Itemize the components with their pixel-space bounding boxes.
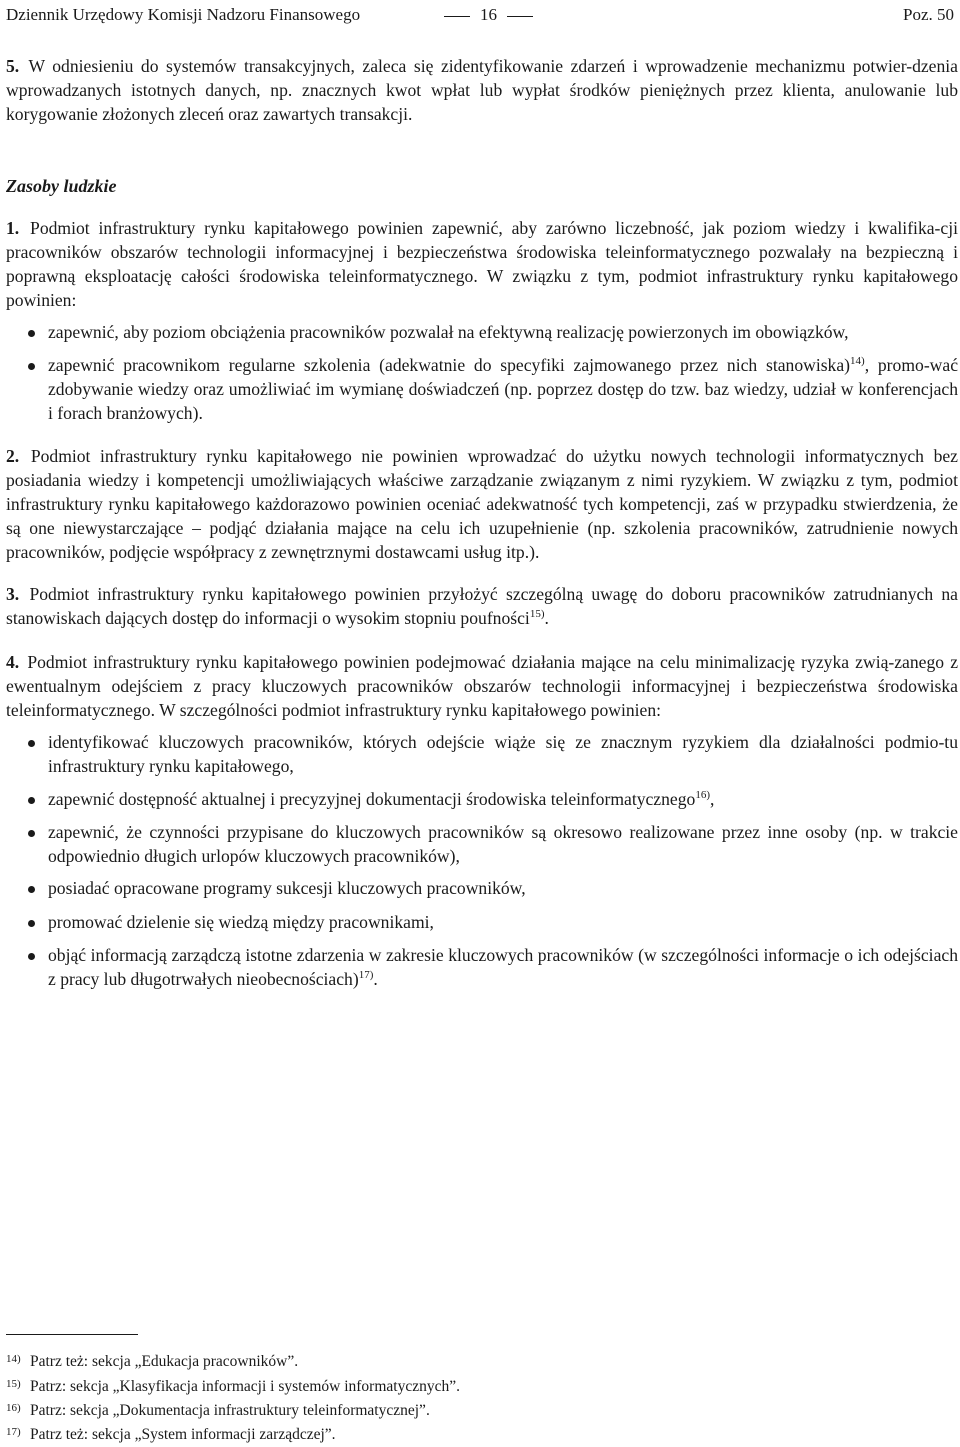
paragraph-item-1 (6, 216, 958, 312)
paragraph-item-3 (6, 582, 958, 630)
bullet-icon (28, 953, 35, 960)
punctuation: . (544, 608, 549, 628)
position-number: Poz. 50 (903, 5, 954, 24)
list-item (48, 320, 958, 344)
list-item (48, 943, 958, 991)
item-number: 2. (6, 446, 20, 466)
footnote-text: Patrz też: sekcja „Edukacja pracowników”. (30, 1353, 299, 1370)
footnote-text: Patrz: sekcja „Klasyfikacja informacji i systemów informatycznych”. (30, 1378, 460, 1395)
item-number: 4. (6, 652, 20, 672)
footnote-mark: 17) (6, 1426, 21, 1438)
list-item-text: zapewnić, że czynności przypisane do kluczowych pracowników są okresowo realizowane przez inne osoby (np. w trakcie odpowiednio długich urlopów kluczowych pracowników), (48, 822, 958, 866)
footnote-divider (6, 1334, 138, 1335)
footnote (6, 1425, 336, 1445)
section-heading: Zasoby ludzkie (6, 176, 117, 196)
bullet-icon (28, 797, 35, 804)
footnote-text: Patrz też: sekcja „System informacji zarządczej”. (30, 1426, 336, 1443)
dash-left (444, 16, 470, 17)
bullet-icon (28, 363, 35, 370)
footnote-mark: 16) (6, 1402, 21, 1414)
footnote-mark: 14) (6, 1353, 21, 1365)
dash-right (507, 16, 533, 17)
footnote (6, 1377, 460, 1397)
page-number-wrap (434, 4, 543, 26)
list-item-text: zapewnić dostępność aktualnej i precyzyjnej dokumentacji środowiska teleinformatycznego (48, 789, 696, 809)
list-item (48, 876, 958, 900)
list-item-text: zapewnić, aby poziom obciążenia pracowników pozwalał na efektywną realizację powierzonych im obowiązków, (48, 322, 849, 342)
list-item-text: promować dzielenie się wiedzą między pracownikami, (48, 912, 434, 932)
list-item-text: posiadać opracowane programy sukcesji kluczowych pracowników, (48, 878, 526, 898)
list-item (48, 730, 958, 778)
bullet-icon (28, 886, 35, 893)
list-item (48, 820, 958, 868)
paragraph-text: Podmiot infrastruktury rynku kapitałowego nie powinien wprowadzać do użytku nowych technologii informatycznych bez posiadania wiedzy i kompetencji umożliwiających właściwe zarządzanie związanym z nimi ryzykiem. W związku z tym, podmiot infrastruktury rynku kapitałowego każdorazowo powinien oceniać adekwatność tych kompetencji, zaś w przypadku stwierdzenia, że są one niewystarczające – podjąć działania mające na celu ich uzupełnienie (np. szkolenia pracowników, zatrudnienie nowych pracowników, podjęcie współpracy z zewnętrznymi dostawcami usług itp.). (6, 446, 958, 562)
list-item-text: identyfikować kluczowych pracowników, których odejście wiąże się ze znacznym ryzykiem dla działalności podmio-tu infrastruktury rynku kapitałowego, (48, 732, 958, 776)
bullet-icon (28, 740, 35, 747)
bullet-icon (28, 830, 35, 837)
bullet-icon (28, 920, 35, 927)
paragraph-text: Podmiot infrastruktury rynku kapitałowego powinien przyłożyć szczególną uwagę do doboru pracowników zatrudnianych na stanowiskach dających dostęp do informacji o wysokim stopniu poufności (6, 584, 958, 628)
page-header (0, 4, 960, 26)
footnote-ref[interactable]: 15) (529, 608, 545, 621)
paragraph-text: Podmiot infrastruktury rynku kapitałowego powinien podejmować działania mające na celu minimalizację ryzyka zwią-zanego z ewentualnym odejściem z pracy kluczowych pracowników obszarów technologii informacyjnej i bezpieczeństwa środowiska teleinformatycznego. W szczególności podmiot infrastruktury rynku kapitałowego powinien: (6, 652, 959, 720)
footnote-ref[interactable]: 16) (695, 789, 710, 802)
footnote-mark: 15) (6, 1378, 21, 1390)
item-number: 1. (6, 218, 20, 238)
footnote-ref[interactable]: 14) (850, 355, 865, 368)
footnote (6, 1352, 298, 1372)
list-item-text-cont: , promo-wać zdobywanie wiedzy oraz umożliwiać im wymianę doświadczeń (np. poprzez dostęp do tzw. baz wiedzy, udział w konferencjach i forach branżowych). (48, 355, 959, 423)
paragraph-item-2 (6, 444, 958, 564)
item-number: 3. (6, 584, 20, 604)
bullet-icon (28, 330, 35, 337)
item-number: 5. (6, 56, 20, 76)
footnote (6, 1401, 430, 1421)
list-item-text: zapewnić pracownikom regularne szkolenia (adekwatnie do specyfiki zajmowanego przez nich stanowiska) (48, 355, 851, 375)
list-item-text: objąć informacją zarządczą istotne zdarzenia w zakresie kluczowych pracowników (w szczególności informacje o ich odejściach z pracy lub długotrwałych nieobecnościach) (48, 945, 958, 989)
list-item (48, 787, 958, 811)
paragraph-text: W odniesieniu do systemów transakcyjnych, zaleca się zidentyfikowanie zdarzeń i wprowadzenie mechanizmu potwier-dzenia wprowadzanych istotnych danych, np. znacznych kwot wpłat lub wypłat środków pieniężnych przez klienta, anulowanie lub korygowanie złożonych zleceń oraz zawartych transakcji. (6, 56, 958, 124)
list-item (48, 910, 958, 934)
page-number: 16 (480, 5, 497, 24)
list-item (48, 353, 958, 425)
paragraph-item-4 (6, 650, 958, 722)
paragraph-text: Podmiot infrastruktury rynku kapitałowego powinien zapewnić, aby zarówno liczebność, jak poziom wiedzy i kwalifika-cji pracowników obszarów technologii informacyjnej i bezpieczeństwa środowiska teleinformatycznego pozwalały na bezpieczną i poprawną eksploatację całości środowiska teleinformatycznego. W związku z tym, podmiot infrastruktury rynku kapitałowego powinien: (6, 218, 958, 310)
footnote-ref[interactable]: 17) (358, 969, 374, 982)
punctuation: . (373, 969, 378, 989)
journal-title: Dziennik Urzędowy Komisji Nadzoru Finansowego (6, 5, 361, 24)
punctuation: , (710, 789, 715, 809)
footnote-text: Patrz: sekcja „Dokumentacja infrastruktury teleinformatycznej”. (30, 1402, 430, 1419)
paragraph-item-5 (6, 54, 958, 126)
